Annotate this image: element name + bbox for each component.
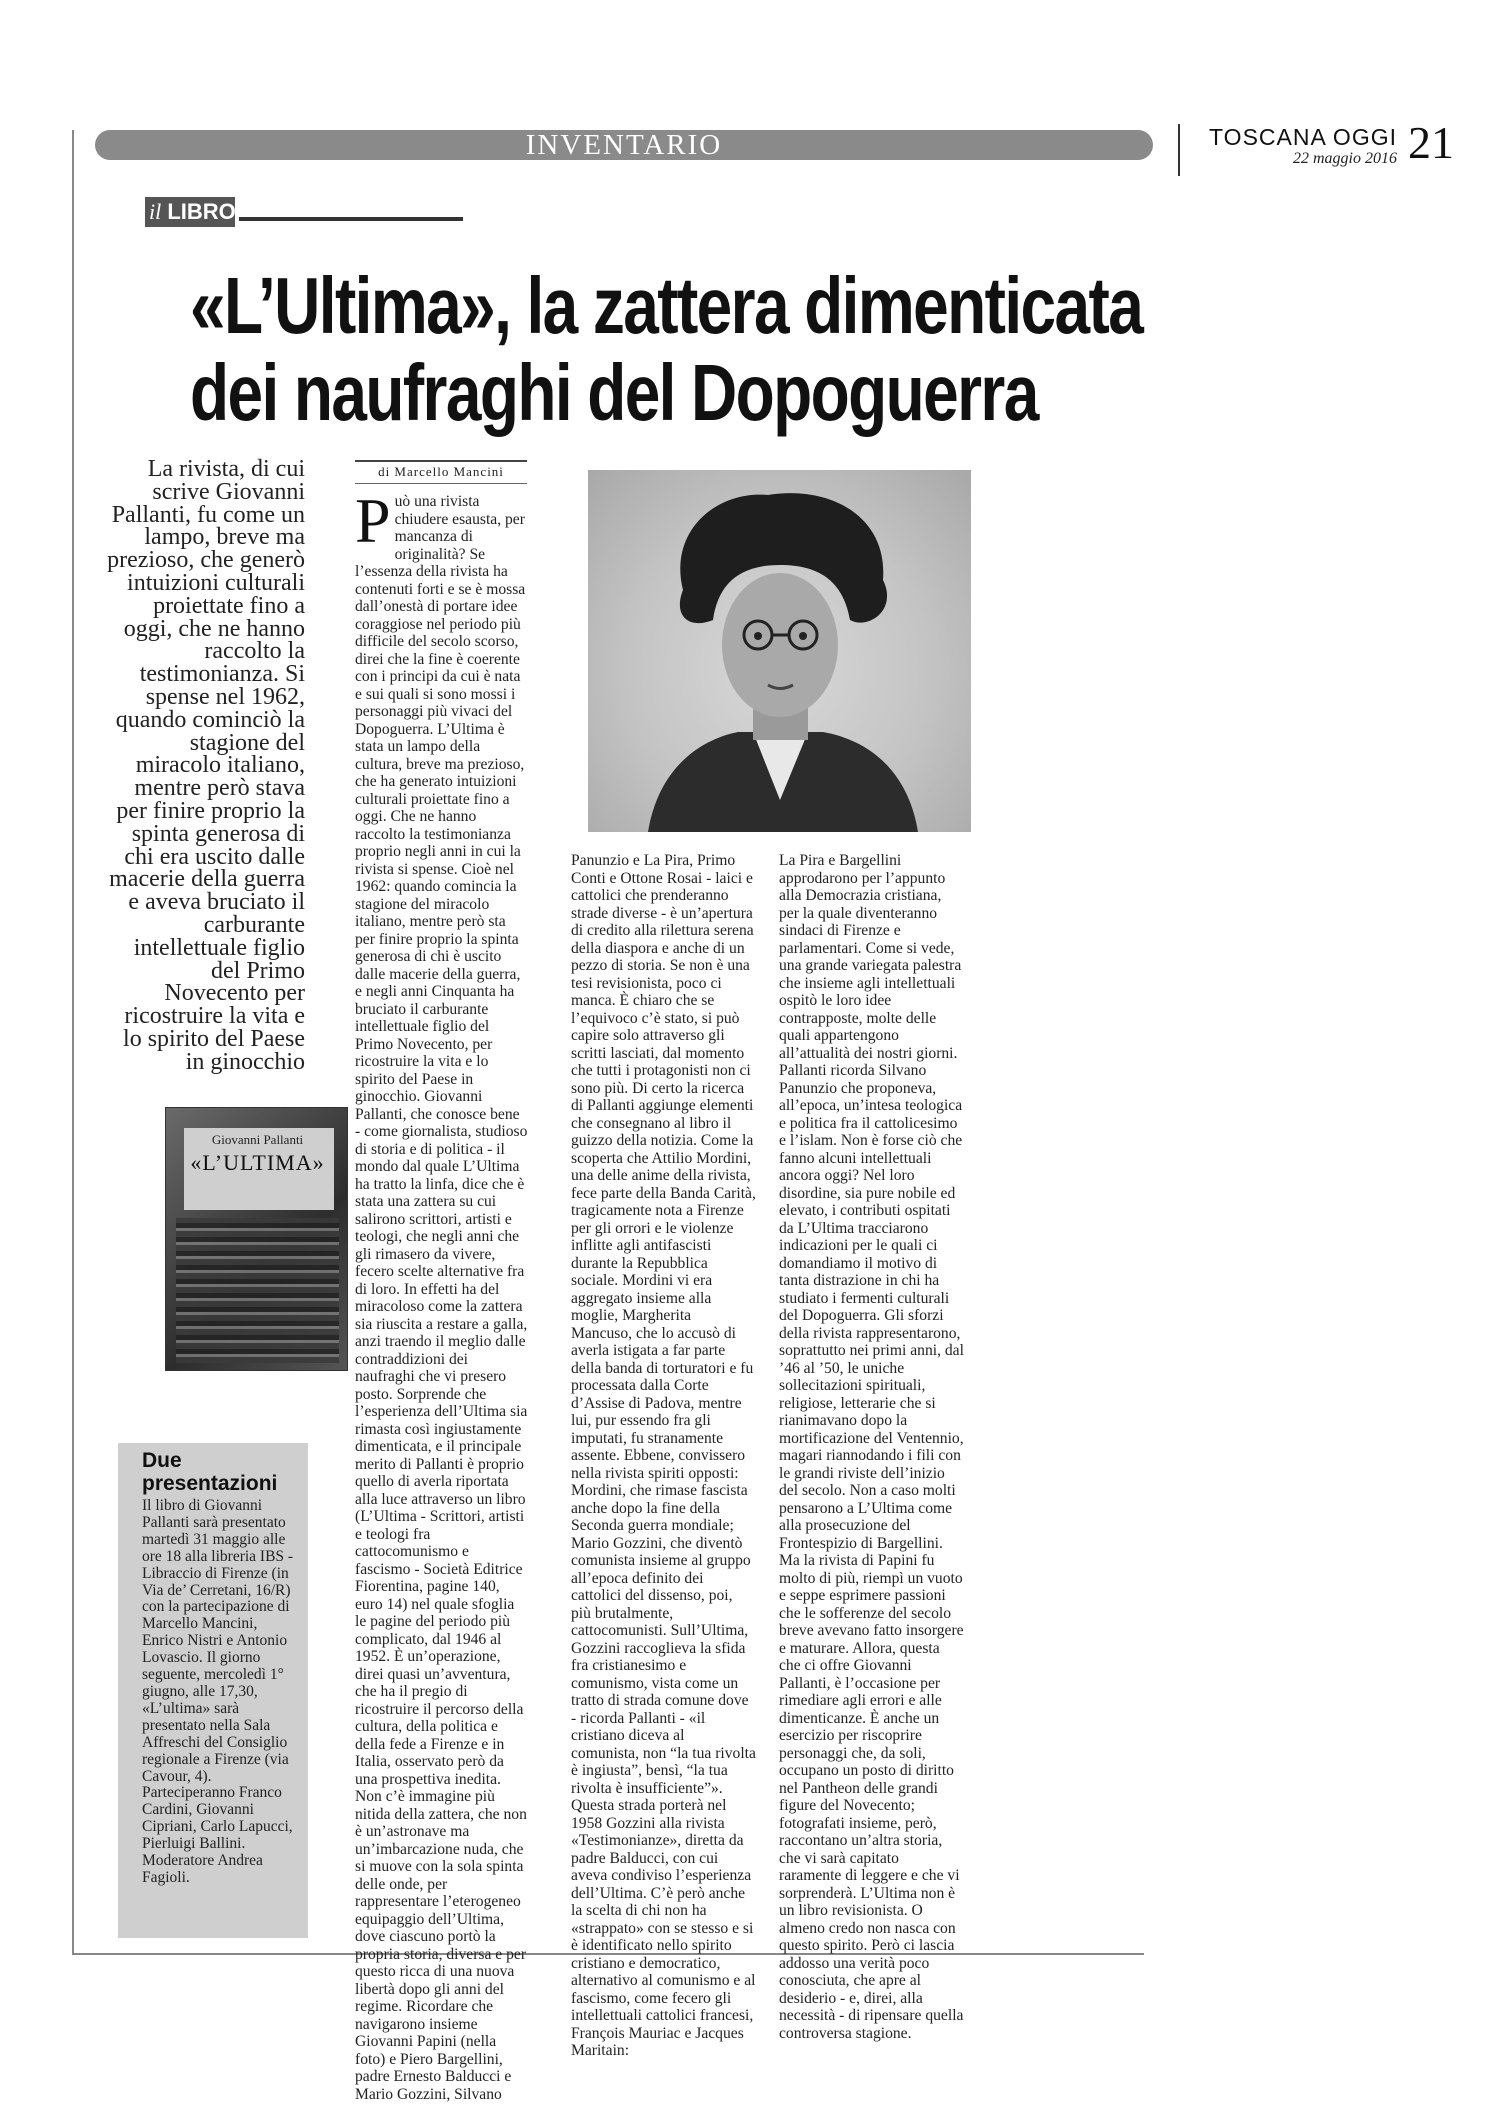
bookshelf-photo <box>176 1218 339 1363</box>
portrait-illustration <box>588 470 971 832</box>
page-number: 21 <box>1408 117 1454 168</box>
section-title: INVENTARIO <box>525 129 723 161</box>
kicker-rule <box>239 217 463 221</box>
kicker-label: LIBRO <box>167 199 236 224</box>
drop-cap: P <box>355 485 391 556</box>
sidebar-text: Il libro di Giovanni Pallanti sarà presentato martedì 31 maggio alle ore 18 alla libreria IBS - Libraccio di Firenze (in Via de’ Cerretani, 16/R) con la partecipazione di Marcello Mancini, Enrico Nistri e Antonio Lovascio. Il giorno seguente, mercoledì 1° giugno, alle 17,30, «L’ultima» sarà presentato nella Sala Affreschi del Consiglio regionale a Firenze (via Cavour, 4). Parteciperanno Franco Cardini, Giovanni Cipriani, Carlo Lapucci, Pierluigi Ballini. Moderatore Andrea Fagioli. <box>142 1497 294 1886</box>
article-column-1 <box>355 485 528 2103</box>
byline <box>355 460 527 484</box>
standfirst: La rivista, di cui scrive Giovanni Pallanti, fu come un lampo, breve ma prezioso, che generò intuizioni culturali proiettate fino a oggi, che ne hanno raccolto la testimonianza. Si spense nel 1962, quando cominciò la stagione del miracolo italiano, mentre però stava per finire proprio la spinta generosa di chi era uscito dalle macerie della guerra e aveva bruciato il carburante intellettuale figlio del Primo Novecento per ricostruire la vita e lo spirito del Paese in ginocchio <box>107 456 305 1075</box>
headline-line-1: «L’Ultima», la zattera dimenticata <box>190 261 1143 350</box>
left-column-rule <box>72 130 74 1955</box>
rubric-kicker <box>145 197 463 227</box>
portrait-photo <box>588 470 971 832</box>
byline-text: di Marcello Mancini <box>378 464 504 479</box>
article-body-1: uò una rivista chiudere esausta, per mancanza di originalità? Se l’essenza della rivista ha contenuti forti e se è mossa dall’onestà di portare idee coraggiose nel periodo più difficile del secolo scorso, direi che la fine è coerente con i principi da cui è nata e sui quali si sono mossi i personaggi più vivaci del Dopoguerra. L’Ultima è stata un lampo della cultura, breve ma prezioso, che ha generato intuizioni culturali proiettate fino a oggi. Che ne hanno raccolto la testimonianza proprio negli anni in cui la rivista si spense. Cioè nel 1962: quando comincia la stagione del miracolo italiano, mentre però sta per finire proprio la spinta generosa di chi è uscito dalle macerie della guerra, e negli anni Cinquanta ha bruciato il carburante intellettuale figlio del Primo Novecento, per ricostruire la vita e lo spirito del Paese in ginocchio. Giovanni Pallanti, che conosce bene - come giornalista, studioso di storia e di politica - il mondo dal quale L’Ultima ha tratto la linfa, dice che è stata una zattera su cui salirono scrittori, artisti e teologi, che negli anni che gli rimasero da vivere, fecero scelte alternative fra di loro. In effetti ha del miracoloso come la zattera sia riuscita a restare a galla, anzi traendo il meglio dalle contraddizioni dei naufraghi che vi presero posto. Sorprende che l’esperienza dell’Ultima sia rimasta così ingiustamente dimenticata, e il principale merito di Pallanti è proprio quello di averla riportata alla luce attraverso un libro (L’Ultima - Scrittori, artisti e teologi fra cattocomunismo e fascismo - Società Editrice Fiorentina, pagine 140, euro 14) nel quale sfoglia le pagine del periodo più complicato, dal 1946 al 1952. È un’operazione, direi quasi un’avventura, che ha il pregio di ricostruire il percorso della cultura, della politica e della fede a Firenze e in Italia, osservato però da una prospettiva inedita. Non c’è immagine più nitida della zattera, che non è un’astronave ma un’imbarcazione nuda, che si muove con la sola spinta delle onde, per rappresentare l’eterogeneo equipaggio dell’Ultima, dove ciascuno portò la propria storia, diversa e per questo ricca di una nuova libertà dopo gli anni del regime. Ricordare che navigarono insieme Giovanni Papini (nella foto) e Piero Bargellini, padre Ernesto Balducci e Mario Gozzini, Silvano <box>355 493 528 2103</box>
article-column-3 <box>571 852 756 2060</box>
kicker-prefix: il <box>149 199 162 224</box>
sidebar-box <box>118 1443 308 1938</box>
headline <box>190 261 1143 437</box>
article-body-4: La Pira e Bargellini approdarono per l’appunto alla Democrazia cristiana, per la quale diventeranno sindaci di Firenze e parlamentari. Come si vede, una grande variegata palestra che insieme agli intellettuali ospitò le loro idee contrapposte, molte delle quali appartengono all’attualità dei nostri giorni. Pallanti ricorda Silvano Panunzio che proponeva, all’epoca, un’intesa teologica e politica fra il cattolicesimo e l’islam. Non è forse ciò che fanno alcuni intellettuali ancora oggi? Nel loro disordine, sia pure nobile ed elevato, i contributi ospitati da L’Ultima tracciarono indicazioni per le quali ci domandiamo il motivo di tanta distrazione in chi ha studiato i fermenti culturali del Dopoguerra. Gli sforzi della rivista rappresentarono, soprattutto nei primi anni, dal ’46 al ’50, le uniche sollecitazioni spirituali, religiose, letterarie che si rianimavano dopo la mortificazione del Ventennio, magari riannodando i fili con le grandi riviste dell’inizio del secolo. Non a caso molti pensarono a L’Ultima come alla prosecuzione del Frontespizio di Bargellini. Ma la rivista di Papini fu molto di più, riempì un vuoto e seppe esprimere passioni che le sofferenze del secolo breve avevano fatto insorgere e maturare. Allora, questa che ci offre Giovanni Pallanti, è l’occasione per rimediare agli errori e alle dimenticanze. È anche un esercizio per riscoprire personaggi che, da soli, occupano un posto di diritto nel Pantheon delle grandi figure del Novecento; fotografati insieme, però, raccontano un’altra storia, che vi sarà capitato raramente di leggere e che vi sorprenderà. L’Ultima non è un libro revisionista. O almeno credo non nasca con questo spirito. Però ci lascia addosso una verità poco conosciuta, che apre al desiderio - e, direi, alla necessità - di ripensare quella controversa stagione. <box>779 852 964 2042</box>
section-header-bar <box>95 130 1153 160</box>
issue-date: 22 maggio 2016 <box>1293 150 1397 167</box>
newspaper-name: TOSCANA OGGI <box>1209 124 1397 150</box>
sidebar-title: Due presentazioni <box>142 1449 278 1495</box>
masthead-divider <box>1178 124 1180 176</box>
book-cover-image <box>165 1107 348 1371</box>
book-author: Giovanni Pallanti <box>211 1132 304 1147</box>
book-title: «L’ULTIMA» <box>190 1150 325 1175</box>
article-column-4 <box>779 852 964 2042</box>
article-body-3: Panunzio e La Pira, Primo Conti e Ottone Rosai - laici e cattolici che prenderanno strade diverse - è un’apertura di credito alla rilettura serena della diaspora e anche di un pezzo di storia. Se non è una tesi revisionista, poco ci manca. È chiaro che se l’equivoco c’è stato, si può capire solo attraverso gli scritti lasciati, dal momento che tutti i protagonisti non ci sono più. Di certo la ricerca di Pallanti aggiunge elementi che consegnano al libro il guizzo della notizia. Come la scoperta che Attilio Mordini, una delle anime della rivista, fece parte della Banda Carità, tragicamente nota a Firenze per gli orrori e le violenze inflitte agli antifascisti durante la Repubblica sociale. Mordini vi era aggregato insieme alla moglie, Margherita Mancuso, che lo accusò di averla istigata a far parte della banda di torturatori e fu processata dalla Corte d’Assise di Padova, mentre lui, pur essendo fra gli imputati, fu stranamente assente. Ebbene, convissero nella rivista spiriti opposti: Mordini, che rimase fascista anche dopo la fine della Seconda guerra mondiale; Mario Gozzini, che diventò comunista insieme al gruppo all’epoca definito dei cattolici del dissenso, poi, più brutalmente, cattocomunisti. Sull’Ultima, Gozzini raccoglieva la sfida fra cristianesimo e comunismo, vista come un tratto di strada comune dove - ricorda Pallanti - «il cristiano diceva al comunista, non “la tua rivolta è ingiusta”, bensì, “la tua rivolta è insufficiente”». Questa strada porterà nel 1958 Gozzini alla rivista «Testimonianze», diretta da padre Balducci, con cui aveva condiviso l’esperienza dell’Ultima. C’è però anche la scelta di chi non ha «strappato» con se stesso e si è identificato nello spirito cristiano e democratico, alternativo al comunismo e al fascismo, come fecero gli intellettuali cattolici francesi, François Mauriac e Jacques Maritain: <box>571 852 756 2059</box>
headline-line-2: dei naufraghi del Dopoguerra <box>190 348 1038 437</box>
kicker-text <box>149 199 236 225</box>
masthead <box>1172 117 1472 176</box>
